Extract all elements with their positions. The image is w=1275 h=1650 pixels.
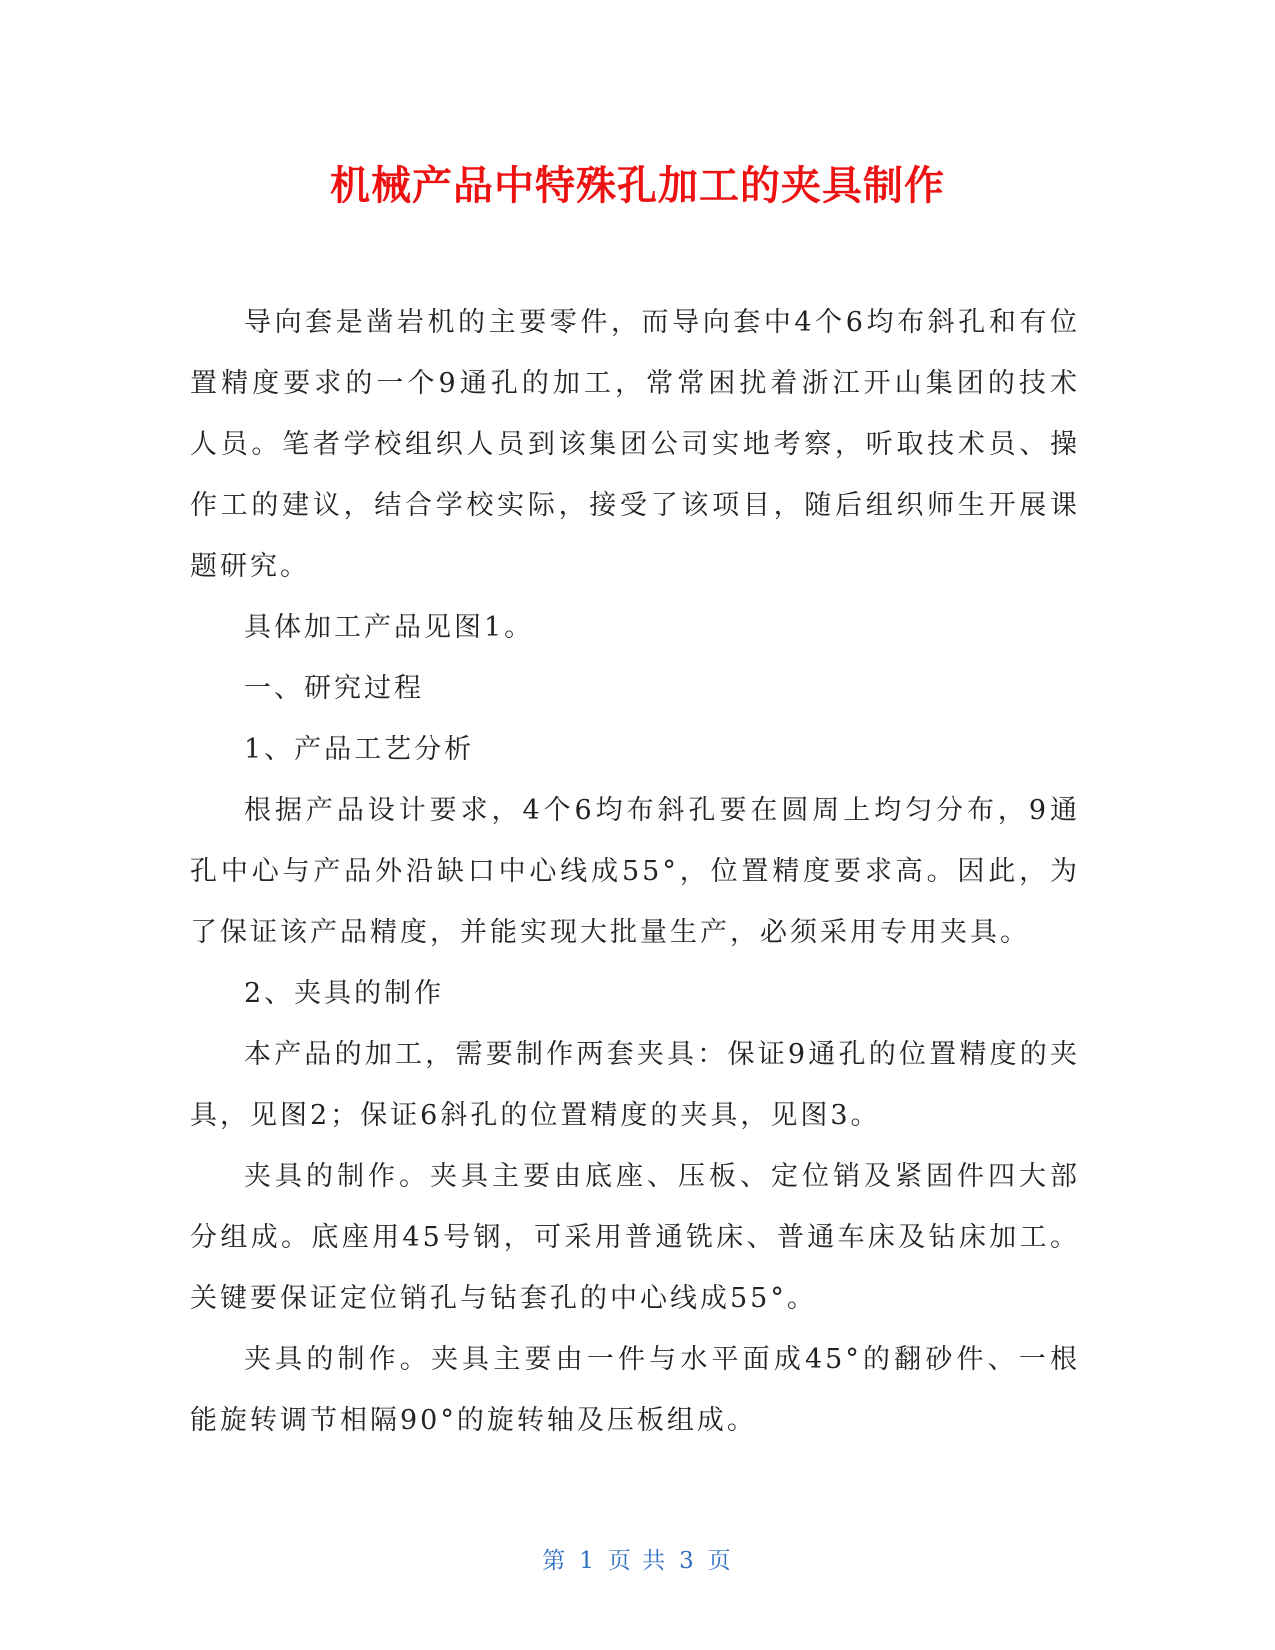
footer-middle: 页 共	[607, 1548, 668, 1574]
footer-current-page: 1	[579, 1548, 596, 1574]
paragraph-figure-ref: 具体加工产品见图1。	[244, 612, 535, 643]
section-heading-research: 一、研究过程	[244, 673, 424, 704]
footer-prefix: 第	[542, 1548, 568, 1574]
footer-suffix: 页	[707, 1548, 733, 1574]
subsection-heading-analysis: 1、产品工艺分析	[244, 734, 475, 765]
document-body	[190, 292, 1080, 1451]
paragraph-analysis: 根据产品设计要求，4个6均布斜孔要在圆周上均匀分布，9通孔中心与产品外沿缺口中心线成55°，位置精度要求高。因此，为了保证该产品精度，并能实现大批量生产，必须采用专用夹具。	[190, 795, 1080, 948]
paragraph-intro: 导向套是凿岩机的主要零件，而导向套中4个6均布斜孔和有位置精度要求的一个9通孔的加工，常常困扰着浙江开山集团的技术人员。笔者学校组织人员到该集团公司实地考察，听取技术员、操作工的建议，结合学校实际，接受了该项目，随后组织师生开展课题研究。	[190, 307, 1080, 582]
subsection-heading-fixture: 2、夹具的制作	[244, 978, 445, 1009]
footer-total-pages: 3	[679, 1548, 696, 1574]
page-footer	[0, 1545, 1275, 1577]
paragraph-fixture-two: 夹具的制作。夹具主要由一件与水平面成45°的翻砂件、一根能旋转调节相隔90°的旋转轴及压板组成。	[190, 1344, 1080, 1436]
paragraph-fixture-sets: 本产品的加工，需要制作两套夹具：保证9通孔的位置精度的夹具，见图2；保证6斜孔的位置精度的夹具，见图3。	[190, 1039, 1080, 1131]
paragraph-fixture-one: 夹具的制作。夹具主要由底座、压板、定位销及紧固件四大部分组成。底座用45号钢，可采用普通铣床、普通车床及钻床加工。关键要保证定位销孔与钻套孔的中心线成55°。	[190, 1161, 1080, 1314]
document-title: 机械产品中特殊孔加工的夹具制作	[330, 163, 945, 209]
